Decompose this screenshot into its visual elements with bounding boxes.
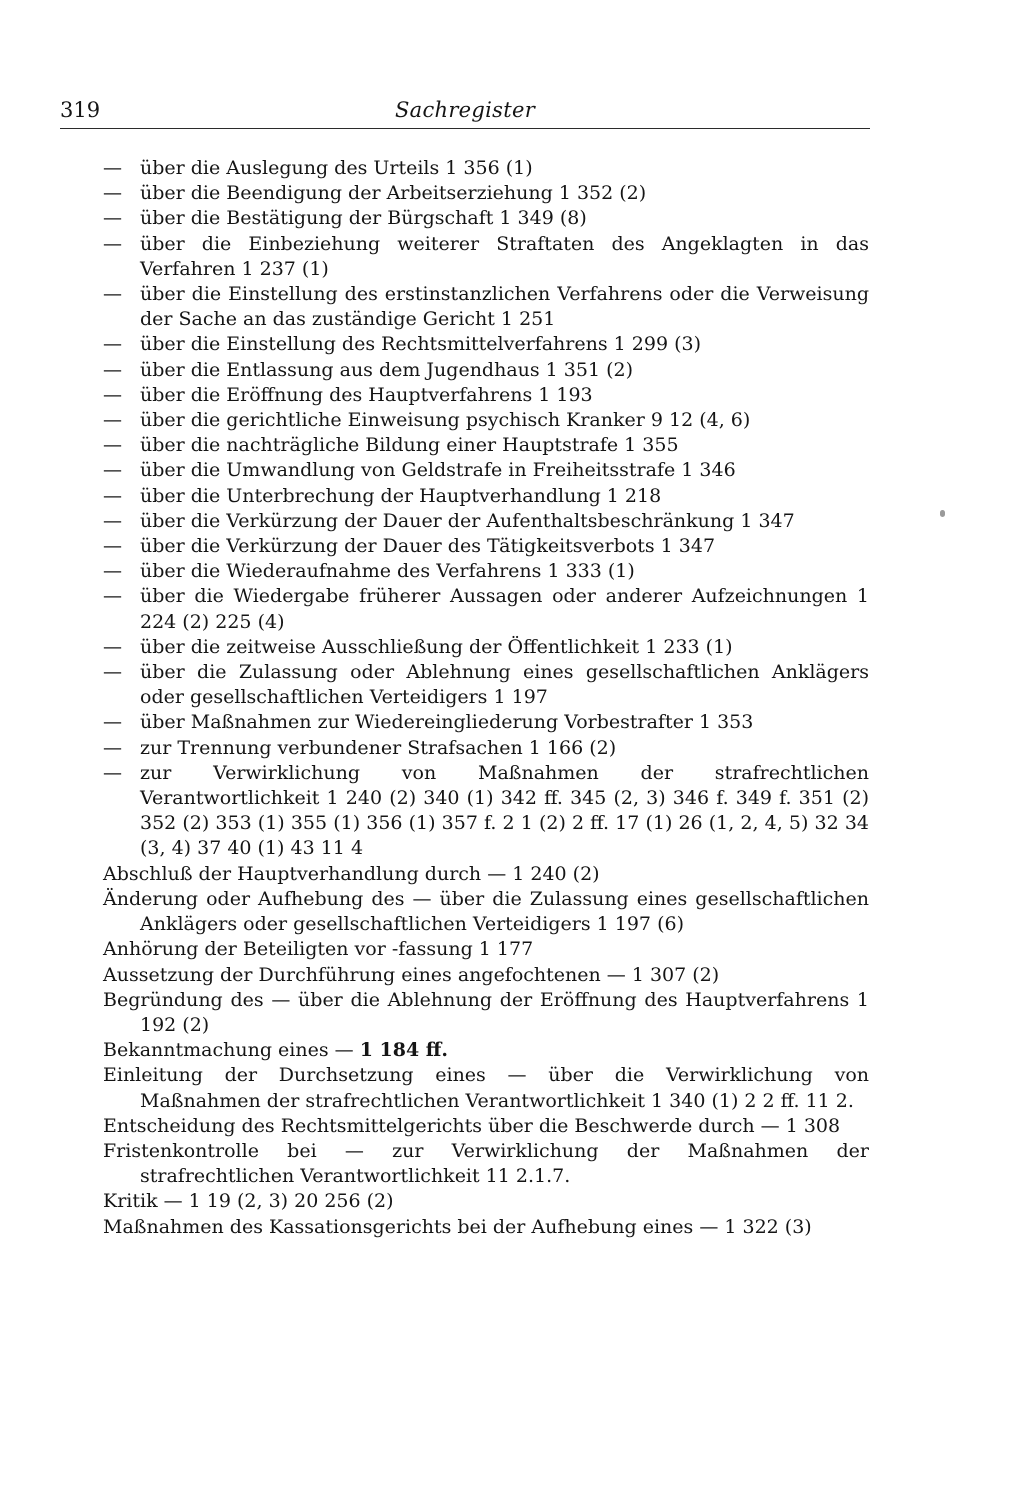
index-subentry-text: zur Trennung verbundener Strafsachen 1 166 (2): [140, 736, 617, 759]
index-subentry: — über die zeitweise Ausschließung der Öffentlichkeit 1 233 (1): [103, 635, 733, 658]
index-entry: [103, 1139, 869, 1189]
index-subentry-text: über die nachträgliche Bildung einer Hauptstrafe 1 355: [140, 434, 679, 457]
index-entry: [103, 1189, 869, 1214]
index-entry-text: Entscheidung des Rechtsmittelgerichts über die Beschwerde durch — 1 308: [103, 1114, 841, 1137]
index-subentry-text: über die gerichtliche Einweisung psychisch Kranker 9 12 (4, 6): [140, 409, 751, 432]
index-subentry: — über Maßnahmen zur Wiedereingliederung Vorbestrafter 1 353: [103, 711, 754, 734]
index-entry-text: Bekanntmachung eines —: [103, 1039, 360, 1062]
index-entry: [103, 988, 869, 1038]
index-entry: [103, 1038, 869, 1063]
index-entry-text: Fristenkontrolle bei — zur Verwirklichung der Maßnahmen der strafrechtlichen Verantwortlichkeit 11 2.1.7.: [103, 1139, 869, 1188]
index-subentry: — über die Wiederaufnahme des Verfahrens 1 333 (1): [103, 560, 635, 583]
index-entry-text: Kritik — 1 19 (2, 3) 20 256 (2): [103, 1190, 394, 1213]
index-entry-bold-reference: 1 184 ff.: [359, 1039, 449, 1062]
index-subentry-text: über die Bestätigung der Bürgschaft 1 349 (8): [140, 207, 587, 230]
index-subentry: — über die Verkürzung der Dauer der Aufenthaltsbeschränkung 1 347: [103, 509, 795, 532]
index-subentry-text: zur Verwirklichung von Maßnahmen der strafrechtlichen Verantwortlichkeit 1 240 (2) 340 (1) 342 ff. 345 (2, 3) 346 f. 349 f. 351 (2) 352 (2) 353 (1) 355 (1) 356 (1) 357 f. 2 1 (2) 2 ff. 17 (1) 26 (1, 2, 4, 5) 32 34 (3, 4) 37 40 (1) 43 11 4: [140, 761, 869, 860]
index-subentry-text: über die Wiederaufnahme des Verfahrens 1 333 (1): [140, 560, 635, 583]
index-subentry-text: über die Einstellung des Rechtsmittelverfahrens 1 299 (3): [140, 333, 701, 356]
index-subentry-text: über die Einstellung des erstinstanzlichen Verfahrens oder die Verweisung der Sache an das zuständige Gericht 1 251: [140, 283, 869, 331]
index-entry: [103, 1063, 869, 1113]
index-subentry: — über die Beendigung der Arbeitserziehung 1 352 (2): [103, 182, 647, 205]
index-entry: [103, 963, 869, 988]
index-entry-text: Begründung des — über die Ablehnung der Eröffnung des Hauptverfahrens 1 192 (2): [103, 988, 869, 1036]
index-subentry-text: über die Umwandlung von Geldstrafe in Freiheitsstrafe 1 346: [140, 459, 736, 482]
index-subentry-text: über Maßnahmen zur Wiedereingliederung Vorbestrafter 1 353: [140, 711, 754, 734]
index-subentry: — über die Eröffnung des Hauptverfahrens 1 193: [103, 383, 593, 406]
index-subentry-text: über die Verkürzung der Dauer der Aufenthaltsbeschränkung 1 347: [140, 509, 795, 532]
index-subentry-text: über die Entlassung aus dem Jugendhaus 1 351 (2): [140, 358, 634, 381]
index-subentry: — über die Unterbrechung der Hauptverhandlung 1 218: [103, 484, 662, 507]
index-entry-text: Aussetzung der Durchführung eines angefochtenen — 1 307 (2): [103, 963, 720, 986]
index-subentry-text: über die Verkürzung der Dauer des Tätigkeitsverbots 1 347: [140, 535, 716, 558]
running-title: Sachregister: [394, 98, 536, 122]
index-subentry-text: über die Einbeziehung weiterer Straftaten des Angeklagten in das Verfahren 1 237 (1): [140, 232, 869, 280]
index-subentry-text: über die Unterbrechung der Hauptverhandlung 1 218: [140, 484, 662, 507]
index-entry: [103, 862, 869, 887]
index-subentry-text: über die Eröffnung des Hauptverfahrens 1 193: [140, 383, 593, 406]
index-subentry: — über die nachträgliche Bildung einer Hauptstrafe 1 355: [103, 434, 679, 457]
index-subentry: — zur Verwirklichung von Maßnahmen der strafrechtlichen Verantwortlichkeit 1 240 (2) 340 (1) 342 ff. 345 (2, 3) 346 f. 349 f. 351 (2) 352 (2) 353 (1) 355 (1) 356 (1) 357 f. 2 1 (2) 2 ff. 17 (1) 26 (1, 2, 4, 5) 32 34 (3, 4) 37 40 (1) 43 11 4: [103, 761, 869, 860]
index-subentry-text: über die Beendigung der Arbeitserziehung 1 352 (2): [140, 182, 647, 205]
index-entry-text: Anhörung der Beteiligten vor -fassung 1 177: [103, 938, 534, 961]
index-subentry: — über die Entlassung aus dem Jugendhaus 1 351 (2): [103, 358, 634, 381]
index-subentry-text: über die Auslegung des Urteils 1 356 (1): [140, 157, 533, 179]
index-entry: [103, 1114, 869, 1139]
index-subentry: — zur Trennung verbundener Strafsachen 1 166 (2): [103, 736, 617, 759]
index-subentry: — über die Auslegung des Urteils 1 356 (1): [103, 157, 533, 179]
index-subentry-text: über die Zulassung oder Ablehnung eines gesellschaftlichen Anklägers oder gesellschaftlichen Verteidigers 1 197: [140, 661, 869, 709]
index-subentry: — über die Zulassung oder Ablehnung eines gesellschaftlichen Anklägers oder gesellschaftlichen Verteidigers 1 197: [103, 661, 869, 709]
print-speck: [940, 510, 945, 517]
index-subentry: — über die Verkürzung der Dauer des Tätigkeitsverbots 1 347: [103, 535, 716, 558]
index-entry-text: Einleitung der Durchsetzung eines — über die Verwirklichung von Maßnahmen der strafrechtlichen Verantwortlichkeit 1 340 (1) 2 2 ff. 11 2.: [103, 1064, 869, 1112]
index-subentry: — über die Einbeziehung weiterer Straftaten des Angeklagten in das Verfahren 1 237 (1): [103, 232, 869, 280]
index-subentry: — über die Einstellung des Rechtsmittelverfahrens 1 299 (3): [103, 333, 701, 356]
index-subentry-text: über die Wiedergabe früherer Aussagen oder anderer Aufzeichnungen 1 224 (2) 225 (4): [140, 585, 869, 633]
index-subentry: — über die Bestätigung der Bürgschaft 1 349 (8): [103, 207, 587, 230]
index-subentry: — über die gerichtliche Einweisung psychisch Kranker 9 12 (4, 6): [103, 409, 751, 432]
index-subentry: — über die Einstellung des erstinstanzlichen Verfahrens oder die Verweisung der Sache an das zuständige Gericht 1 251: [103, 283, 869, 331]
index-subentry: — über die Wiedergabe früherer Aussagen oder anderer Aufzeichnungen 1 224 (2) 225 (4): [103, 585, 869, 633]
running-header: [60, 96, 870, 129]
index-subentry: — über die Umwandlung von Geldstrafe in Freiheitsstrafe 1 346: [103, 459, 736, 482]
index-entry-text: Änderung oder Aufhebung des — über die Zulassung eines gesellschaftlichen Anklägers oder gesellschaftlichen Verteidigers 1 197 (6): [103, 887, 869, 936]
index-subentry-text: über die zeitweise Ausschließung der Öffentlichkeit 1 233 (1): [140, 635, 733, 658]
index-column: [103, 156, 869, 1240]
page-number: 319: [60, 98, 101, 122]
index-entry: [103, 937, 869, 962]
index-entry: [103, 887, 869, 937]
index-entry-text: Abschluß der Hauptverhandlung durch — 1 240 (2): [103, 862, 600, 885]
index-entry-text: Maßnahmen des Kassationsgerichts bei der Aufhebung eines — 1 322 (3): [103, 1215, 812, 1238]
index-entry: [103, 1215, 869, 1240]
